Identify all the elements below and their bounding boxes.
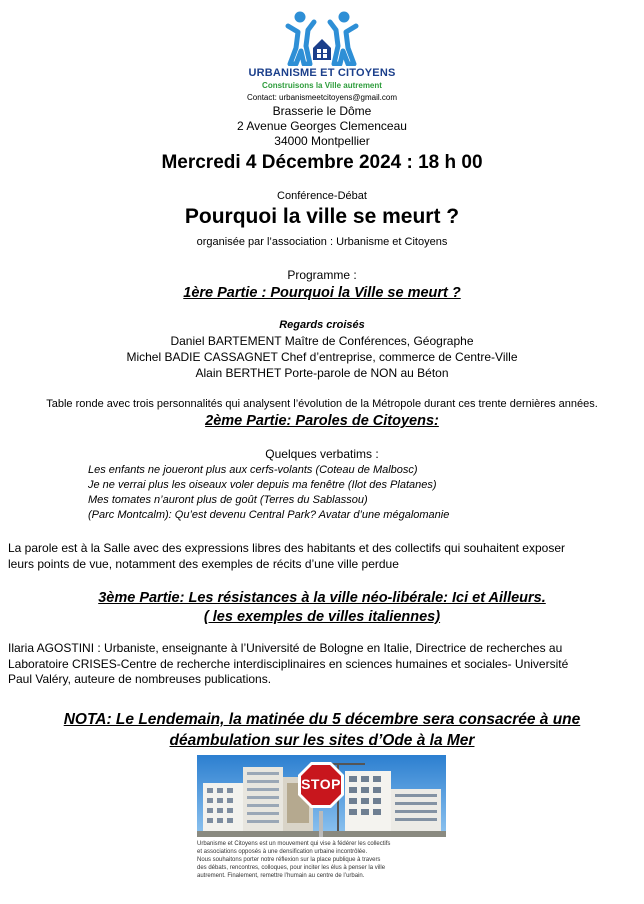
event-title: Pourquoi la ville se meurt ?: [184, 205, 460, 228]
city-photo: [197, 755, 446, 837]
logo: [284, 8, 360, 66]
caption-line-3: Nous souhaitons porter notre réflexion sur la place publique à travers: [197, 857, 381, 863]
org-contact: Contact: urbanismeetcitoyens@gmail.com: [247, 93, 397, 102]
caption-line-2: et associations opposés à une densification urbaine incontrôlée.: [197, 849, 368, 855]
org-tagline: Construisons la Ville autrement: [262, 81, 382, 90]
event-date: Mercredi 4 Décembre 2024 : 18 h 00: [161, 152, 483, 173]
nota-line-2: déambulation sur les sites d’Ode à la Mer: [169, 732, 475, 749]
speaker-2: Michel BADIE CASSAGNET Chef d’entreprise, commerce de Centre-Ville: [126, 350, 518, 364]
speaker-3: Alain BERTHET Porte-parole de NON au Béton: [195, 366, 449, 380]
verbatim-4: (Parc Montcalm): Qu’est devenu Central Park? Avatar d’une mégalomanie: [88, 509, 450, 521]
stop-sign: [297, 761, 345, 809]
part2-subheading: Quelques verbatims :: [265, 447, 379, 461]
venue-city: 34000 Montpellier: [274, 134, 370, 148]
part2-paragraph-line-2: leurs points de vue, notamment des exemples de récits d’une ville perdue: [8, 556, 399, 571]
speaker-1: Daniel BARTEMENT Maître de Conférences, Géographe: [170, 334, 474, 348]
verbatim-1: Les enfants ne joueront plus aux cerfs-volants (Coteau de Malbosc): [88, 464, 418, 476]
part3-heading-line-2: ( les exemples de villes italiennes): [203, 609, 441, 625]
programme-label: Programme :: [287, 268, 357, 282]
nota-line-1: NOTA: Le Lendemain, la matinée du 5 décembre sera consacrée à une: [63, 711, 581, 728]
caption-line-4: des débats, rencontres, colloques, pour inciter les élus à penser la ville: [197, 865, 386, 871]
verbatim-3: Mes tomates n’auront plus de goût (Terres du Sablassou): [88, 494, 368, 506]
event-organizer: organisée par l’association : Urbanisme et Citoyens: [196, 236, 448, 248]
part3-bio: [8, 641, 628, 688]
caption-line-1: Urbanisme et Citoyens est un mouvement qui vise à fédérer les collectifs: [197, 841, 391, 847]
part1-subheading: Regards croisés: [279, 319, 365, 331]
part2-paragraph: [8, 541, 628, 572]
part3-bio-line-2: Laboratoire CRISES-Centre de recherche interdisciplinaires en sciences humaines et sociales- Université: [8, 656, 569, 671]
event-type: Conférence-Débat: [277, 190, 367, 202]
photo-caption: [197, 840, 455, 880]
org-name: URBANISME ET CITOYENS: [248, 67, 396, 79]
part3-bio-line-1: Ilaria AGOSTINI : Urbaniste, enseignante à l’Université de Bologne en Italie, Directrice de recherches au: [8, 641, 563, 655]
caption-line-5: autrement. Finalement, remettre l’humain au centre de l’urbain.: [197, 873, 365, 879]
logo-figures-icon: [284, 8, 360, 66]
part1-description: Table ronde avec trois personnalités qui analysent l’évolution de la Métropole durant ces trente dernières années.: [46, 398, 598, 410]
part2-heading: 2ème Partie: Paroles de Citoyens:: [205, 413, 439, 429]
verbatim-2: Je ne verrai plus les oiseaux voler depuis ma fenêtre (Ilot des Platanes): [88, 479, 437, 491]
part3-bio-line-3: Paul Valéry, auteure de nombreuses publications.: [8, 672, 272, 686]
part1-heading: 1ère Partie : Pourquoi la Ville se meurt ?: [183, 285, 461, 301]
part3-heading-line-1: 3ème Partie: Les résistances à la ville néo-libérale: Ici et Ailleurs.: [98, 590, 546, 606]
venue-name: Brasserie le Dôme: [272, 104, 372, 118]
stop-sign-text: STOP: [301, 776, 341, 792]
venue-street: 2 Avenue Georges Clemenceau: [237, 119, 407, 133]
part2-paragraph-line-1: La parole est à la Salle avec des expressions libres des habitants et des collectifs qui souhaitent exposer: [8, 541, 565, 555]
